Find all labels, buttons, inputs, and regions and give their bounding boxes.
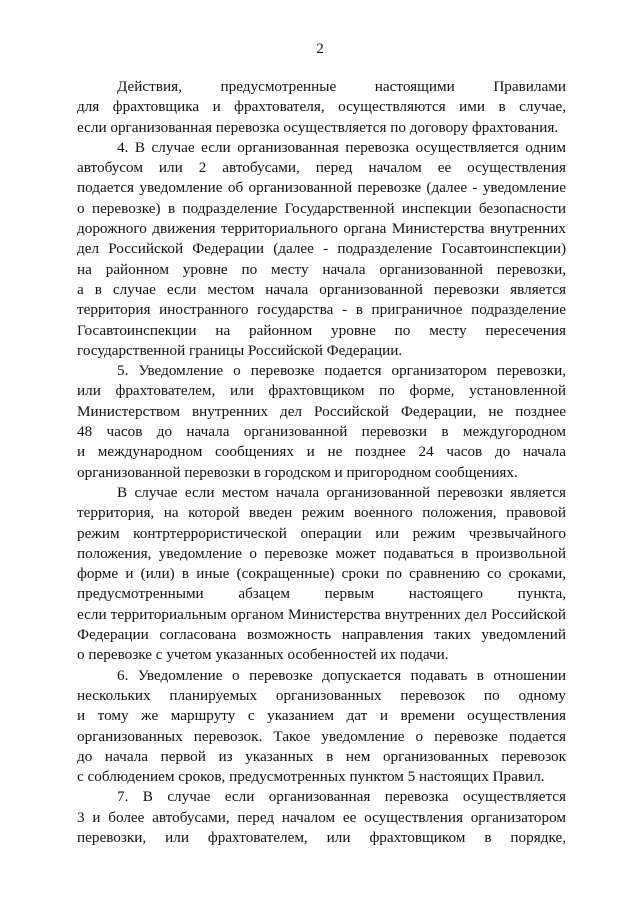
text-line: автобусом или 2 автобусами, перед началом ее осуществления: [77, 159, 566, 177]
text-line: Действия, предусмотренные настоящими Правилами: [117, 78, 566, 95]
text-line: или фрахтователем, или фрахтовщиком по форме, установленной: [77, 382, 566, 400]
text-line: и международном сообщениях и не позднее 24 часов до начала: [77, 443, 566, 461]
text-line: 6. Уведомление о перевозке допускается подавать в отношении: [117, 666, 566, 684]
text-line: организованных перевозок. Такое уведомление о перевозке подается: [77, 727, 566, 745]
text-line: на районном уровне по месту начала организованной перевозки,: [77, 260, 566, 278]
text-line: для фрахтовщика и фрахтователя, осуществляются ими в случае,: [77, 98, 566, 116]
text-line: предусмотренными абзацем первым настоящего пункта,: [77, 585, 566, 603]
text-line: нескольких планируемых организованных перевозок по одному: [77, 686, 566, 704]
text-line: Госавтоинспекции на районном уровне по месту пересечения: [77, 321, 566, 339]
text-line: и тому же маршруту с указанием дат и времени осуществления: [77, 707, 566, 725]
text-line: форме и (или) в иные (сокращенные) сроки по сравнению со сроками,: [77, 565, 566, 583]
text-line: Министерством внутренних дел Российской Федерации, не позднее: [77, 402, 566, 420]
paragraph: [77, 787, 566, 848]
text-line: о перевозке с учетом указанных особенностей их подачи.: [77, 646, 449, 664]
text-line: 5. Уведомление о перевозке подается организатором перевозки,: [117, 362, 566, 380]
text-line: режим контртеррористической операции или режим чрезвычайного: [77, 524, 566, 542]
text-line: территория, на которой введен режим военного положения, правовой: [77, 504, 566, 522]
text-line: 4. В случае если организованная перевозка осуществляется одним: [117, 138, 566, 156]
text-line: если территориальным органом Министерства внутренних дел Российской: [77, 605, 566, 623]
paragraph: [77, 138, 566, 361]
text-line: положения, уведомление о перевозке может подаваться в произвольной: [77, 544, 566, 562]
text-line: дорожного движения территориального органа Министерства внутренних: [77, 220, 566, 238]
page-number: 2: [316, 40, 324, 57]
text-line: государственной границы Российской Федерации.: [77, 341, 403, 359]
text-line: организованной перевозки в городском и пригородном сообщениях.: [77, 463, 518, 481]
text-line: до начала первой из указанных в нем организованных перевозок: [77, 747, 566, 765]
text-line: перевозки, или фрахтователем, или фрахтовщиком в порядке,: [77, 828, 566, 846]
text-line: 7. В случае если организованная перевозка осуществляется: [117, 788, 566, 806]
text-line: подается уведомление об организованной перевозке (далее - уведомление: [77, 179, 566, 197]
text-line: а в случае если местом начала организованной перевозки является: [77, 280, 566, 298]
paragraph: [77, 483, 566, 666]
text-line: дел Российской Федерации (далее - подразделение Госавтоинспекции): [77, 240, 566, 258]
text-line: 48 часов до начала организованной перевозки в междугородном: [77, 423, 566, 441]
text-line: с соблюдением сроков, предусмотренных пунктом 5 настоящих Правил.: [77, 768, 545, 786]
paragraph: [77, 361, 566, 483]
text-line: Федерации согласована возможность направления таких уведомлений: [77, 626, 566, 644]
text-line: В случае если местом начала организованной перевозки является: [117, 483, 566, 501]
text-line: территория иностранного государства - в приграничное подразделение: [77, 301, 566, 319]
document-body: [77, 77, 566, 848]
text-line: если организованная перевозка осуществляется по договору фрахтования.: [77, 118, 559, 136]
paragraph: [77, 77, 566, 138]
paragraph: [77, 666, 566, 788]
text-line: 3 и более автобусами, перед началом ее осуществления организатором: [77, 808, 566, 826]
text-line: о перевозке) в подразделение Государственной инспекции безопасности: [77, 199, 566, 217]
